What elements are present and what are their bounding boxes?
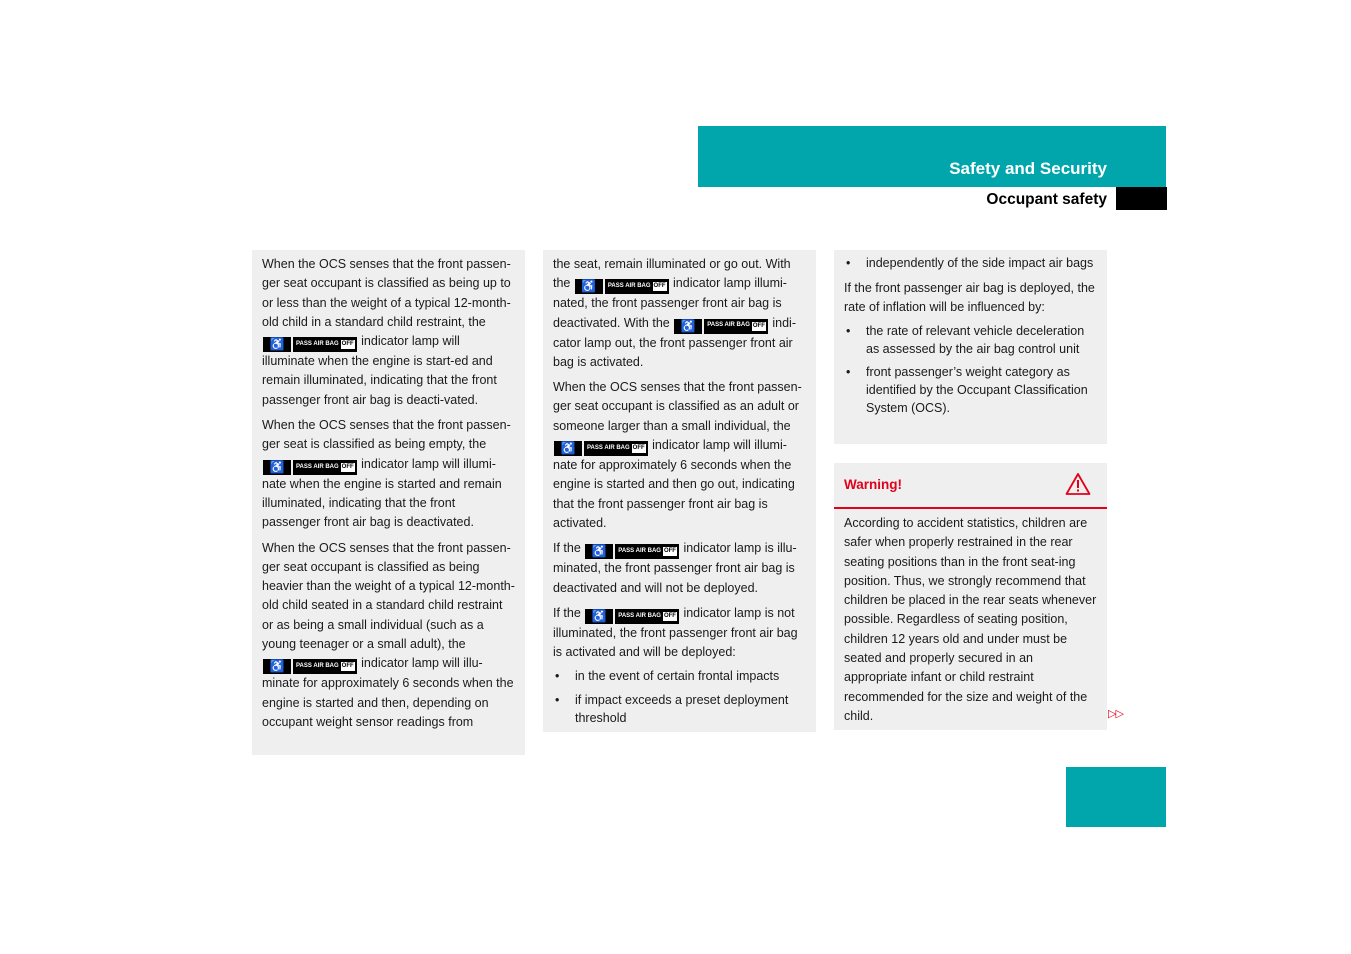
- pass-air-bag-off-indicator-icon: ♿ PASS AIR BAG OFF: [674, 319, 768, 334]
- paragraph: When the OCS senses that the front passen-ger seat is classified as being empty, the ♿ PASS AIR BAG OFF indicator lamp will illumi-nate when the engine is started and remain illuminated, indicating that the front passenger front air bag is deactivated.: [262, 418, 511, 530]
- paragraph: the seat, remain illuminated or go out. With the ♿ PASS AIR BAG OFF indicator lamp illumi-nated, the front passenger front air bag is deactivated. With the ♿ PASS AIR BAG OFF indi-cator lamp out, the front passenger front air bag is activated.: [553, 257, 796, 369]
- page-number: 49: [1288, 772, 1307, 791]
- text-column-3: [834, 250, 1107, 444]
- bullet-list: [844, 323, 1098, 417]
- list-item: • in the event of certain frontal impacts: [553, 668, 807, 686]
- warning-triangle-icon: [1065, 472, 1091, 496]
- list-item: • if impact exceeds a preset deployment threshold: [553, 692, 807, 727]
- page-number-box: [1066, 767, 1166, 827]
- warning-text: According to accident statistics, children are safer when properly restrained in the rear seating positions than in the front seat-ing position. Thus, we strongly recommend that children be placed in the rear seats whenever possible. Regardless of seating position, children 12 years old and under must be seated and properly secured in an appropriate infant or child restraint recommended for the size and weight of the child.: [844, 516, 1097, 723]
- continue-marker: ▷▷: [1108, 708, 1123, 720]
- pass-air-bag-off-indicator-icon: ♿ PASS AIR BAG OFF: [575, 279, 669, 294]
- subsection-title: Occupant safety: [986, 191, 1107, 208]
- paragraph: If the ♿ PASS AIR BAG OFF indicator lamp is not illuminated, the front passenger front air bag is activated and will be deployed:: [553, 605, 798, 660]
- paragraph: If the ♿ PASS AIR BAG OFF indicator lamp is illu-minated, the front passenger front air bag is deactivated and will not be deployed.: [553, 541, 797, 595]
- text-column-2: [543, 250, 816, 732]
- pass-air-bag-off-indicator-icon: ♿ PASS AIR BAG OFF: [585, 609, 679, 624]
- paragraph: If the front passenger air bag is deployed, the rate of inflation will be influenced by:: [844, 280, 1095, 314]
- occupant-seat-icon: ♿: [263, 659, 291, 674]
- occupant-seat-icon: ♿: [585, 544, 613, 559]
- occupant-seat-icon: ♿: [674, 319, 702, 334]
- warning-title: Warning!: [844, 477, 902, 492]
- paragraph: When the OCS senses that the front passen-ger seat occupant is classified as an adult or someone larger than a small individual, the ♿ PASS AIR BAG OFF indicator lamp will illumi-nate for approximately 6 seconds when the engine is started and then go out, indicating that the front passenger front air bag is activated.: [553, 380, 802, 530]
- text-column-1: [252, 250, 525, 755]
- paragraph: When the OCS senses that the front passen-ger seat occupant is classified as being up to or less than the weight of a typical 12-month-old child in a standard child restraint, the ♿ PASS AIR BAG OFF indicator lamp will illuminate when the engine is start-ed and remain illuminated, indicating that the front passenger front air bag is deacti-vated.: [262, 257, 511, 407]
- bullet-list: [844, 255, 1098, 273]
- paragraph: When the OCS senses that the front passen-ger seat occupant is classified as being heavier than the weight of a typical 12-month-old child seated in a standard child restraint or as being a small individual (such as a young teenager or a small adult), the ♿ PASS AIR BAG OFF indicator lamp will illu-minate for approximately 6 seconds when the engine is started and then, depending on occupant weight sensor readings from: [262, 540, 515, 729]
- pass-air-bag-off-indicator-icon: ♿ PASS AIR BAG OFF: [263, 460, 357, 475]
- occupant-seat-icon: ♿: [554, 441, 582, 456]
- occupant-seat-icon: ♿: [263, 337, 291, 352]
- list-item: • the rate of relevant vehicle deceleration as assessed by the air bag control unit: [844, 323, 1098, 358]
- pass-air-bag-off-indicator-icon: ♿ PASS AIR BAG OFF: [263, 337, 357, 352]
- pass-air-bag-off-indicator-icon: ♿ PASS AIR BAG OFF: [263, 659, 357, 674]
- bullet-list: [553, 668, 807, 727]
- list-item: • independently of the side impact air bags: [844, 255, 1098, 273]
- pass-air-bag-off-indicator-icon: ♿ PASS AIR BAG OFF: [554, 441, 648, 456]
- occupant-seat-icon: ♿: [575, 279, 603, 294]
- warning-header: [834, 463, 1107, 509]
- section-title: Safety and Security: [949, 159, 1107, 178]
- occupant-seat-icon: ♿: [585, 609, 613, 624]
- list-item: • front passenger’s weight category as identified by the Occupant Classification System (OCS).: [844, 364, 1098, 417]
- warning-box: [834, 463, 1107, 730]
- pass-air-bag-off-indicator-icon: ♿ PASS AIR BAG OFF: [585, 544, 679, 559]
- occupant-seat-icon: ♿: [263, 460, 291, 475]
- header-marker: [1116, 187, 1167, 210]
